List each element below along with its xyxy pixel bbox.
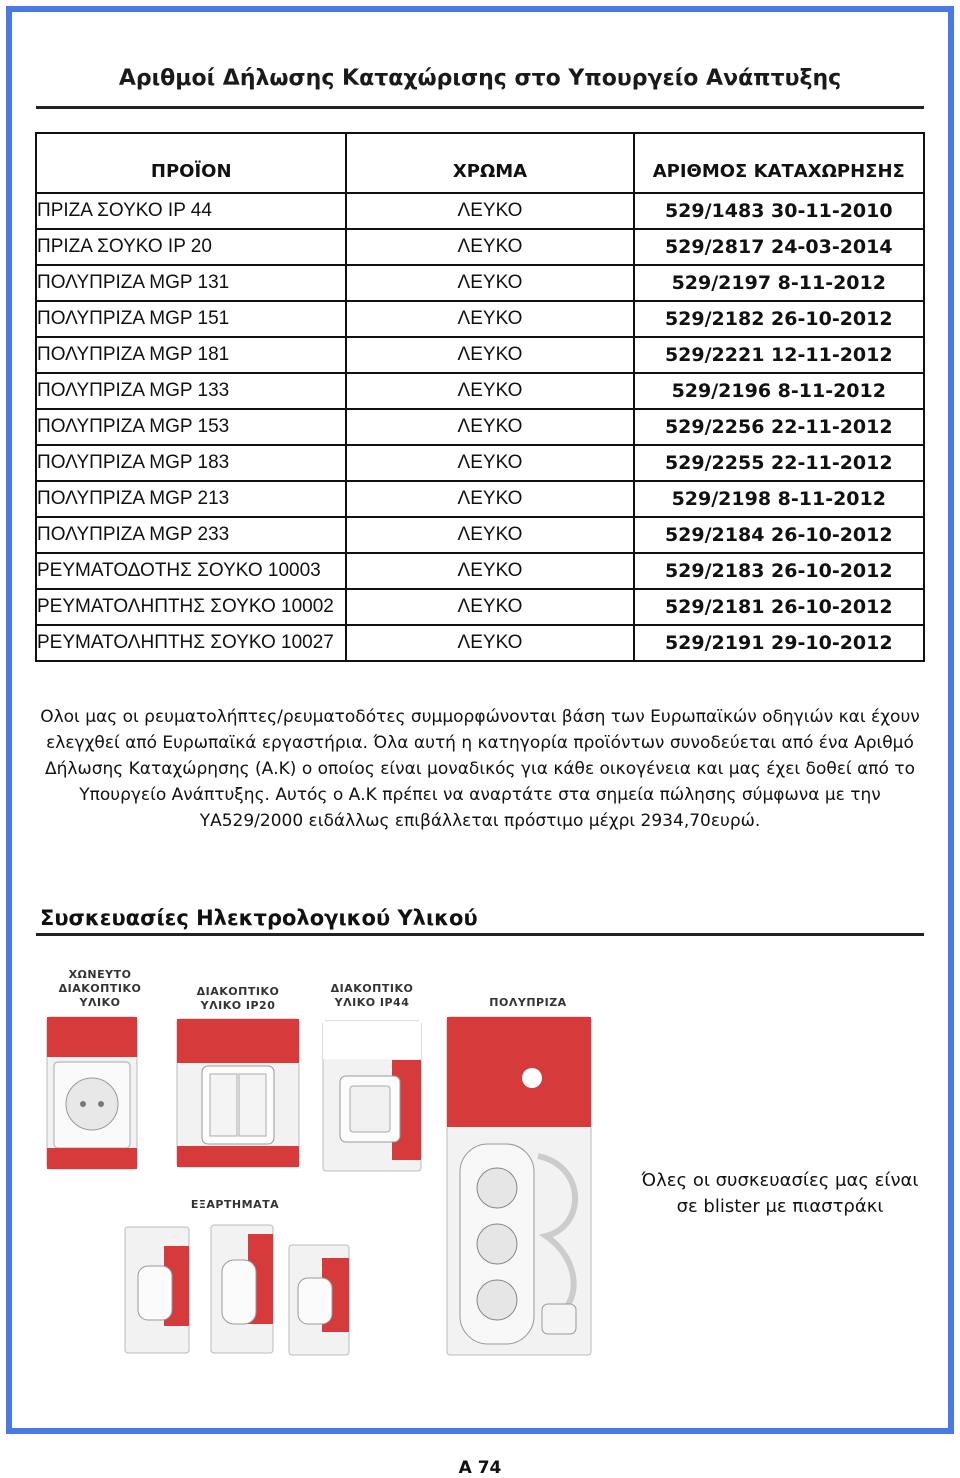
ip20-switch-package-image xyxy=(176,1018,300,1168)
cell-registration: 529/2183 26-10-2012 xyxy=(634,553,924,589)
cell-color: ΛΕΥΚΟ xyxy=(346,409,633,445)
table-row xyxy=(36,301,924,337)
compliance-note xyxy=(36,704,924,834)
table-row xyxy=(36,373,924,409)
multi-socket-package-image xyxy=(446,1016,592,1356)
label-accessories: ΕΞΑΡΤΗΜΑΤΑ xyxy=(190,1198,280,1211)
cell-product: ΠΡΙΖΑ ΣΟΥΚΟ ΙΡ 20 xyxy=(36,229,346,265)
cell-product: ΠΟΛΥΠΡΙΖΑ MGP 213 xyxy=(36,481,346,517)
header-product: ΠΡΟΪΟΝ xyxy=(36,133,346,193)
note-line: Δήλωσης Καταχώρησης (Α.Κ) ο οποίος είναι μοναδικός για κάθε οικογένεια και μας έχει δοθεί από το xyxy=(45,759,915,779)
table-row xyxy=(36,229,924,265)
cell-product: ΡΕΥΜΑΤΟΛΗΠΤΗΣ ΣΟΥΚΟ 10002 xyxy=(36,589,346,625)
cell-color: ΛΕΥΚΟ xyxy=(346,553,633,589)
cell-product: ΠΡΙΖΑ ΣΟΥΚΟ ΙΡ 44 xyxy=(36,193,346,229)
header-color: ΧΡΩΜΑ xyxy=(346,133,633,193)
note-line: ελεγχθεί από Ευρωπαϊκά εργαστήρια. Όλα αυτή η κατηγορία προϊόντων συνοδεύεται από ένα Αριθμό xyxy=(46,733,914,753)
cell-registration: 529/2184 26-10-2012 xyxy=(634,517,924,553)
cell-color: ΛΕΥΚΟ xyxy=(346,193,633,229)
cell-color: ΛΕΥΚΟ xyxy=(346,301,633,337)
section-title: Συσκευασίες Ηλεκτρολογικού Υλικού xyxy=(40,906,478,930)
cell-product: ΠΟΛΥΠΡΙΖΑ MGP 151 xyxy=(36,301,346,337)
cell-registration: 529/2817 24-03-2014 xyxy=(634,229,924,265)
table-row xyxy=(36,589,924,625)
table-row xyxy=(36,265,924,301)
cell-color: ΛΕΥΚΟ xyxy=(346,625,633,661)
registration-table xyxy=(35,132,925,662)
cell-registration: 529/2181 26-10-2012 xyxy=(634,589,924,625)
cell-color: ΛΕΥΚΟ xyxy=(346,265,633,301)
cell-registration: 529/2256 22-11-2012 xyxy=(634,409,924,445)
flush-switch-package-image xyxy=(46,1016,138,1170)
cell-color: ΛΕΥΚΟ xyxy=(346,445,633,481)
table-header-row xyxy=(36,133,924,193)
table-row xyxy=(36,445,924,481)
title-rule xyxy=(36,106,924,109)
cell-registration: 529/2255 22-11-2012 xyxy=(634,445,924,481)
table-row xyxy=(36,625,924,661)
cell-product: ΠΟΛΥΠΡΙΖΑ MGP 233 xyxy=(36,517,346,553)
cell-product: ΠΟΛΥΠΡΙΖΑ MGP 183 xyxy=(36,445,346,481)
table-row xyxy=(36,337,924,373)
note-line: ΥΑ529/2000 ειδάλλως επιβάλλεται πρόστιμο μέχρι 2934,70ευρώ. xyxy=(199,811,761,831)
cell-registration: 529/2197 8-11-2012 xyxy=(634,265,924,301)
cell-product: ΠΟΛΥΠΡΙΖΑ MGP 131 xyxy=(36,265,346,301)
cell-registration: 529/2191 29-10-2012 xyxy=(634,625,924,661)
blister-note: Όλες οι συσκευασίες μας είναι σε blister με πιαστράκι xyxy=(641,1170,919,1217)
label-ip44: ΔΙΑΚΟΠΤΙΚΟ ΥΛΙΚΟ ΙΡ44 xyxy=(330,982,414,1009)
cell-product: ΠΟΛΥΠΡΙΖΑ MGP 153 xyxy=(36,409,346,445)
cell-product: ΡΕΥΜΑΤΟΛΗΠΤΗΣ ΣΟΥΚΟ 10027 xyxy=(36,625,346,661)
table-row xyxy=(36,409,924,445)
accessory-package-3-image xyxy=(288,1244,350,1356)
table-row xyxy=(36,517,924,553)
note-line: Ολοι μας οι ρευματολήπτες/ρευματοδότες συμμορφώνονται βάση των Ευρωπαϊκών οδηγιών και έχουν xyxy=(40,707,920,727)
page-number: A 74 xyxy=(458,1458,502,1478)
label-ip20: ΔΙΑΚΟΠΤΙΚΟ ΥΛΙΚΟ ΙΡ20 xyxy=(196,985,280,1012)
cell-registration: 529/2196 8-11-2012 xyxy=(634,373,924,409)
cell-color: ΛΕΥΚΟ xyxy=(346,517,633,553)
ip44-switch-package-image xyxy=(322,1020,422,1172)
cell-color: ΛΕΥΚΟ xyxy=(346,589,633,625)
cell-color: ΛΕΥΚΟ xyxy=(346,229,633,265)
cell-product: ΠΟΛΥΠΡΙΖΑ MGP 133 xyxy=(36,373,346,409)
cell-registration: 529/2221 12-11-2012 xyxy=(634,337,924,373)
cell-color: ΛΕΥΚΟ xyxy=(346,337,633,373)
table-row xyxy=(36,481,924,517)
label-multi: ΠΟΛΥΠΡΙΖΑ xyxy=(489,996,567,1009)
table-row xyxy=(36,553,924,589)
accessory-package-2-image xyxy=(210,1224,274,1354)
cell-registration: 529/1483 30-11-2010 xyxy=(634,193,924,229)
cell-product: ΠΟΛΥΠΡΙΖΑ MGP 181 xyxy=(36,337,346,373)
cell-registration: 529/2182 26-10-2012 xyxy=(634,301,924,337)
page-title: Αριθμοί Δήλωσης Καταχώρισης στο Υπουργείο Ανάπτυξης xyxy=(118,66,842,91)
cell-product: ΡΕΥΜΑΤΟΔΟΤΗΣ ΣΟΥΚΟ 10003 xyxy=(36,553,346,589)
cell-registration: 529/2198 8-11-2012 xyxy=(634,481,924,517)
label-flush: ΧΩΝΕΥΤΟ ΔΙΑΚΟΠΤΙΚΟ ΥΛΙΚΟ xyxy=(58,968,142,1009)
accessory-package-1-image xyxy=(124,1226,190,1354)
cell-color: ΛΕΥΚΟ xyxy=(346,481,633,517)
header-registration: ΑΡΙΘΜΟΣ ΚΑΤΑΧΩΡΗΣΗΣ xyxy=(634,133,924,193)
section-rule xyxy=(36,933,924,936)
note-line: Υπουργείο Ανάπτυξης. Αυτός ο Α.Κ πρέπει να αναρτάτε στα σημεία πώλησης σύμφωνα με την xyxy=(79,785,881,805)
cell-color: ΛΕΥΚΟ xyxy=(346,373,633,409)
table-row xyxy=(36,193,924,229)
